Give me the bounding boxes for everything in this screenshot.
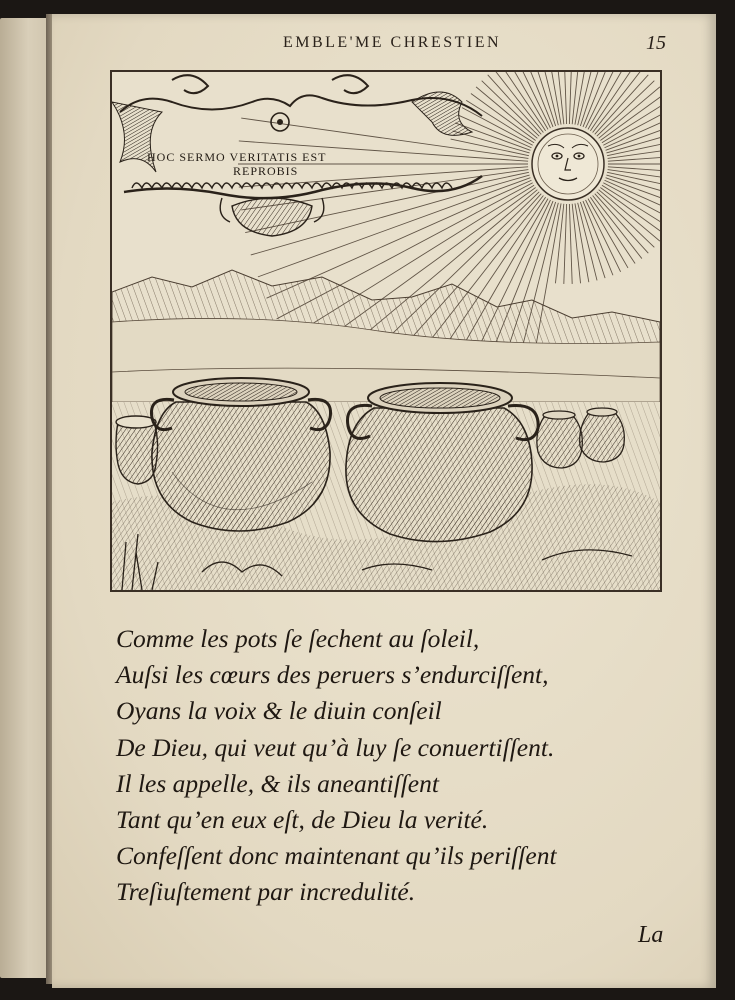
verse-line: Auſsi les cœurs des peruers s’endurciſſent,: [116, 660, 549, 690]
emblem-engraving: [110, 70, 662, 592]
verse-line: Oyans la voix & le diuin conſeil: [116, 696, 442, 726]
sun-with-face: [532, 128, 604, 200]
page-number: 15: [646, 32, 666, 54]
verse-line: De Dieu, qui veut qu’à luy ſe conuertiſſent.: [116, 732, 555, 762]
catchword: La: [638, 922, 664, 948]
book-page: [52, 14, 716, 988]
verse-line: Confeſſent donc maintenant qu’ils periſſent: [116, 841, 557, 871]
small-jug-left: [116, 416, 158, 484]
motto-line-1: HOC SERMO VERITATIS EST: [147, 150, 327, 164]
verse-block: [116, 621, 676, 911]
facing-page-edge: [0, 18, 52, 978]
verse-line: Tant qu’en eux eſt, de Dieu la verité.: [116, 805, 489, 835]
engraving-motto: [147, 150, 407, 178]
running-head: EMBLE'ME CHRESTIEN: [282, 34, 502, 51]
motto-line-2: REPROBIS: [233, 164, 299, 178]
verse-line: Treſiuſtement par incredulité.: [116, 877, 416, 907]
verse-line: Il les appelle, & ils aneantiſſent: [116, 768, 439, 798]
verse-line: Comme les pots ſe ſechent au ſoleil,: [116, 624, 480, 653]
